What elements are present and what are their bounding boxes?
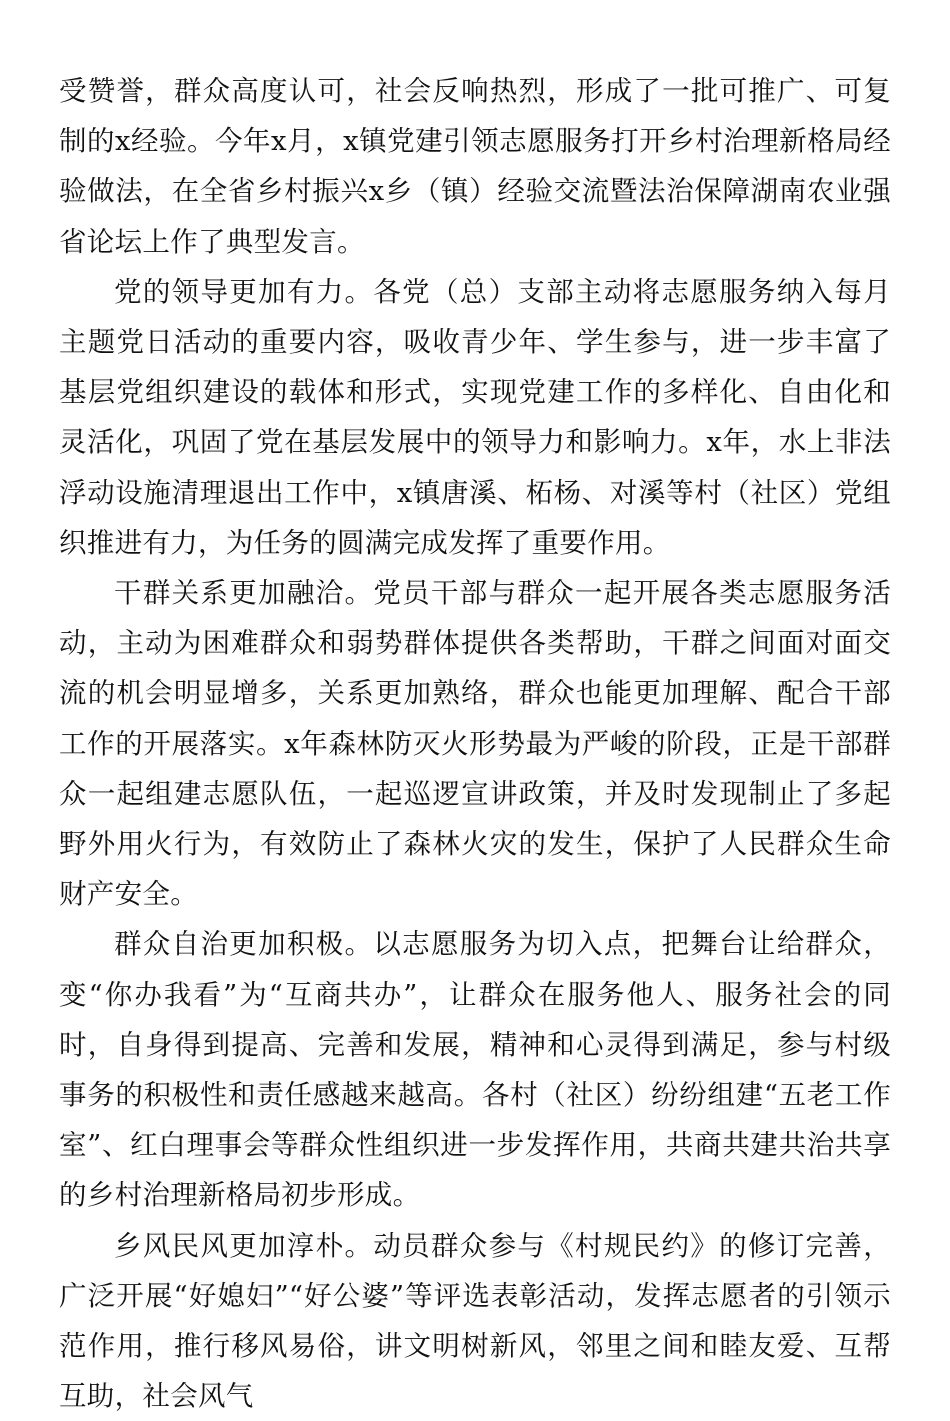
- paragraph-self-governance: 群众自治更加积极。以志愿服务为切入点，把舞台让给群众，变“你办我看”为“互商共办”，让群众在服务他人、服务社会的同时，自身得到提高、完善和发展，精神和心灵得到满足，参与村级事务的积极性和责任感越来越高。各村（社区）纷纷组建“五老工作室”、红白理事会等群众性组织进一步发挥作用，共商共建共治共享的乡村治理新格局初步形成。: [59, 928, 891, 1212]
- paragraph-continuation: 受赞誉，群众高度认可，社会反响热烈，形成了一批可推广、可复制的x经验。今年x月，x镇党建引领志愿服务打开乡村治理新格局经验做法，在全省乡村振兴x乡（镇）经验交流暨法治保障湖南农业强省论坛上作了典型发言。: [59, 75, 891, 258]
- document-page: [59, 66, 891, 1421]
- paragraph-folk-customs: 乡风民风更加淳朴。动员群众参与《村规民约》的修订完善，广泛开展“好媳妇”“好公婆”等评选表彰活动，发挥志愿者的引领示范作用，推行移风易俗，讲文明树新风，邻里之间和睦友爱、互帮互助，社会风气: [59, 1229, 891, 1413]
- paragraph-party-leadership: 党的领导更加有力。各党（总）支部主动将志愿服务纳入每月主题党日活动的重要内容，吸收青少年、学生参与，进一步丰富了基层党组织建设的载体和形式，实现党建工作的多样化、自由化和灵活化，巩固了党在基层发展中的领导力和影响力。x年，水上非法浮动设施清理退出工作中，x镇唐溪、柘杨、对溪等村（社区）党组织推进有力，为任务的圆满完成发挥了重要作用。: [59, 275, 891, 559]
- paragraph-cadre-relations: 干群关系更加融洽。党员干部与群众一起开展各类志愿服务活动，主动为困难群众和弱势群体提供各类帮助，干群之间面对面交流的机会明显增多，关系更加熟络，群众也能更加理解、配合干部工作的开展落实。x年森林防灭火形势最为严峻的阶段，正是干部群众一起组建志愿队伍，一起巡逻宣讲政策，并及时发现制止了多起野外用火行为，有效防止了森林火灾的发生，保护了人民群众生命财产安全。: [59, 577, 891, 911]
